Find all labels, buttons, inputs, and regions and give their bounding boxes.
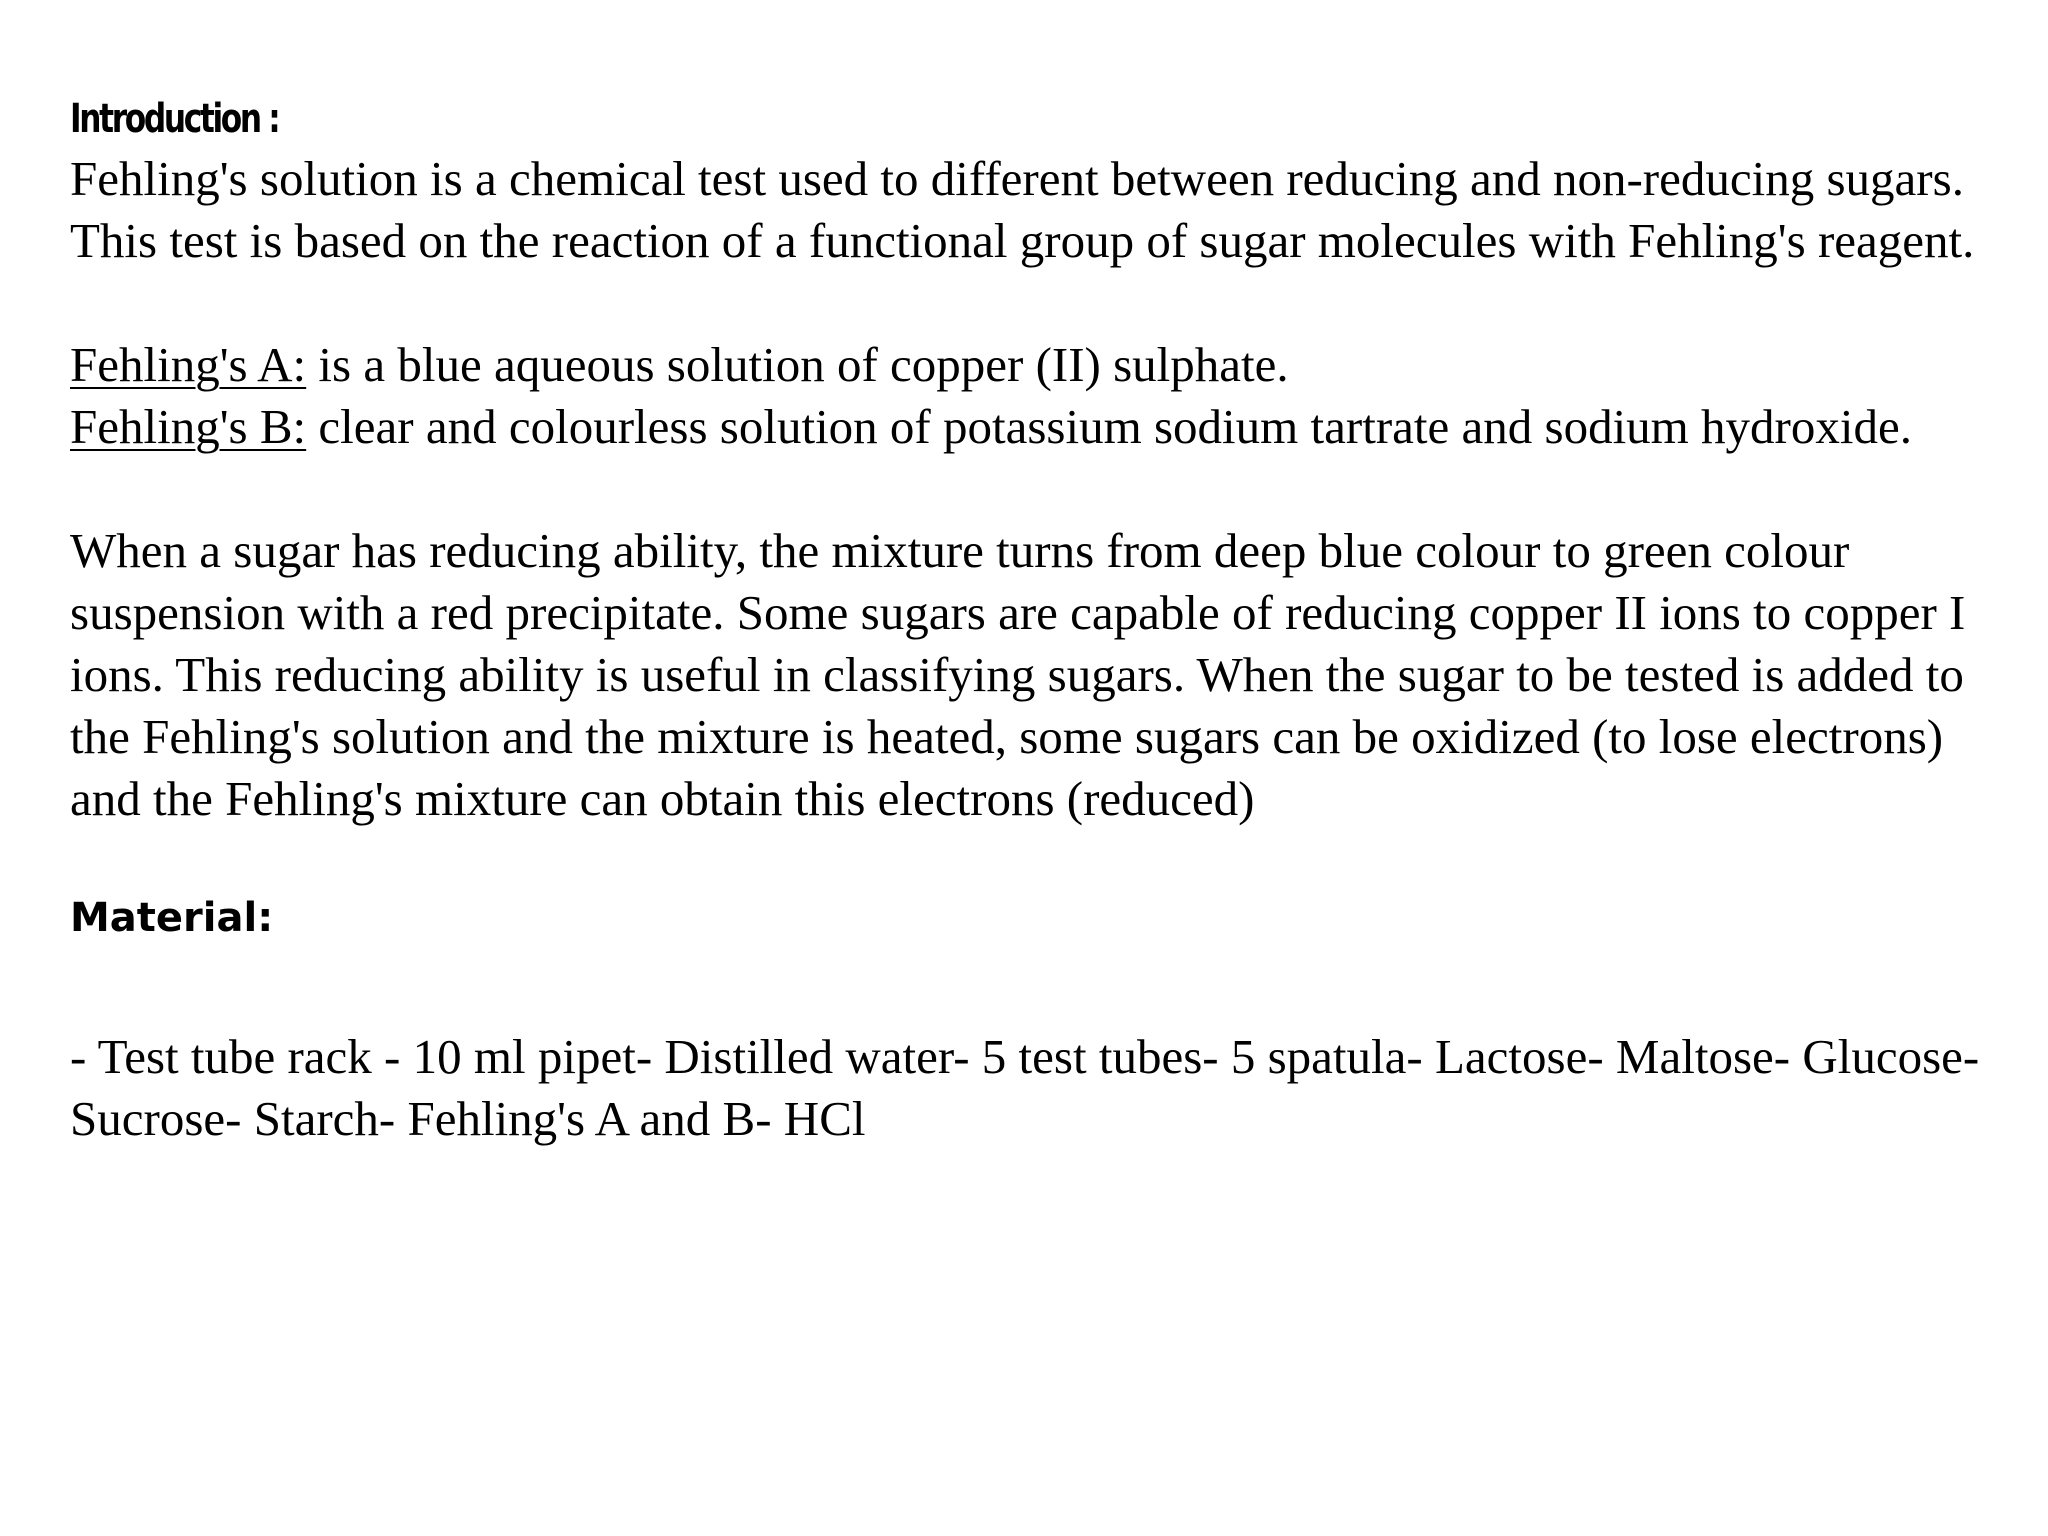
document-page	[70, 90, 2010, 1150]
fehling-b-line	[70, 396, 2010, 458]
fehling-b-text: clear and colourless solution of potassium sodium tartrate and sodium hydroxide.	[306, 399, 1912, 454]
fehling-a-line	[70, 334, 2010, 396]
fehling-a-label: Fehling's A:	[70, 337, 307, 392]
introduction-heading: Introduction :	[70, 96, 279, 142]
material-heading: Material:	[70, 895, 274, 941]
introduction-paragraph: Fehling's solution is a chemical test used to different between reducing and non-reducing sugars. This test is based on the reaction of a functional group of sugar molecules with Fehling's reagent.	[70, 151, 1975, 268]
material-list: - Test tube rack - 10 ml pipet- Distilled water- 5 test tubes- 5 spatula- Lactose- Maltose- Glucose- Sucrose- Starch- Fehling's A and B- HCl	[70, 1029, 1980, 1146]
fehling-a-text: is a blue aqueous solution of copper (II) sulphate.	[306, 337, 1289, 392]
spacer	[70, 272, 2010, 334]
spacer	[70, 830, 2010, 888]
reducing-paragraph: When a sugar has reducing ability, the mixture turns from deep blue colour to green colour suspension with a red precipitate. Some sugars are capable of reducing copper II ions to copper I ions. This reducing ability is useful in classifying sugars. When the sugar to be tested is added to the Fehling's solution and the mixture is heated, some sugars can be oxidized (to lose electrons) and the Fehling's mixture can obtain this electrons (reduced)	[70, 523, 1966, 826]
spacer	[70, 948, 2010, 1026]
spacer	[70, 458, 2010, 520]
fehling-b-label: Fehling's B:	[70, 399, 307, 454]
